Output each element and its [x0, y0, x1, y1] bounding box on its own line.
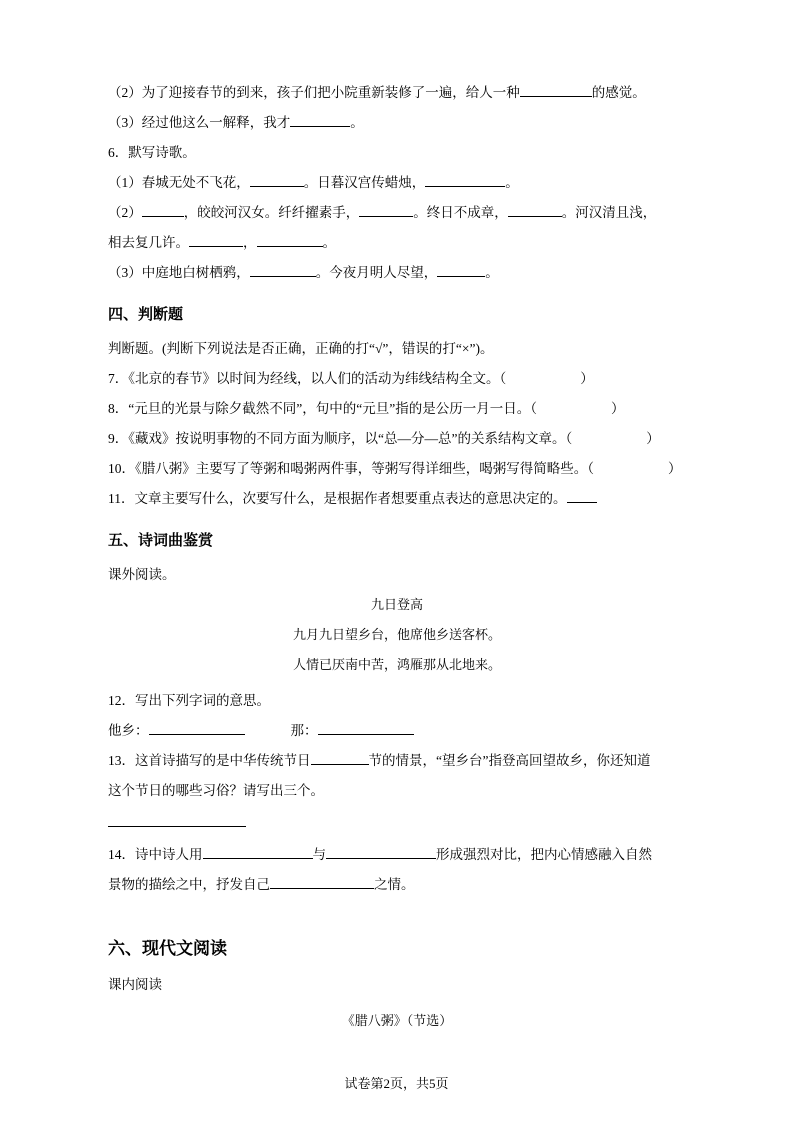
question-text-mid: ，皎皎河汉女。纤纤擢素手，	[183, 205, 360, 220]
judgement-question-8	[108, 394, 686, 424]
page-footer: 试卷第2页，共5页	[344, 1076, 449, 1091]
question-text: （2）	[108, 205, 142, 220]
question-text-tail: 。	[505, 175, 519, 190]
question-text: “元旦的光景与除夕截然不同”，句中的“元旦”指的是公历一月一日。（	[128, 401, 537, 416]
answer-blank[interactable]	[425, 186, 505, 187]
question-14-line2	[108, 870, 686, 900]
reading-passage-title: 《腊八粥》（节选）	[341, 1013, 453, 1028]
judgement-question-11	[108, 484, 686, 514]
question-text: （3）经过他这么一解释，我才	[108, 115, 291, 130]
answer-blank[interactable]	[567, 502, 597, 503]
question-text-tail: 之情。	[374, 877, 415, 892]
question-text: 景物的描绘之中，抒发自己	[108, 877, 270, 892]
answer-blank[interactable]	[250, 276, 316, 277]
question-14-line1	[108, 840, 686, 870]
answer-blank[interactable]	[311, 764, 369, 765]
answer-blank[interactable]	[250, 186, 304, 187]
answer-blank[interactable]	[508, 216, 562, 217]
section6-intro: 课内阅读	[108, 977, 162, 992]
answer-blank[interactable]	[149, 734, 245, 735]
question-text-tail: ）	[668, 461, 682, 476]
term-label-1: 他乡：	[108, 723, 149, 738]
question-text-tail: 。河汉清且浅，	[561, 205, 657, 220]
question-text: 《北京的春节》以时间为经线，以人们的活动为纬线结构全文。（	[128, 371, 507, 386]
question-text-mid: 。日暮汉宫传蜡烛，	[303, 175, 426, 190]
poem-line: 人情已厌南中苦，鸿雁那从北地来。	[292, 657, 501, 672]
question-number: 8．	[108, 401, 129, 416]
question-number: 7．	[108, 371, 129, 386]
page-content	[108, 78, 686, 1036]
question-number: 10．	[108, 461, 135, 476]
question-text: 6．默写诗歌。	[108, 145, 196, 160]
answer-blank[interactable]	[520, 96, 592, 97]
question-item	[108, 168, 686, 198]
section5-intro: 课外阅读。	[108, 567, 176, 582]
question-text-tail: 。	[322, 235, 336, 250]
question-text: （2）为了迎接春节的到来，孩子们把小院重新装修了一遍，给人一种	[108, 85, 520, 100]
question-12-answers	[108, 716, 686, 746]
answer-blank[interactable]	[203, 858, 313, 859]
section-heading-4: 四、判断题	[108, 306, 184, 323]
judgement-question-10	[108, 454, 686, 484]
question-text-tail: 形成强烈对比，把内心情感融入自然	[436, 847, 652, 862]
question-13-line1	[108, 746, 686, 776]
section-heading-6: 六、现代文阅读	[108, 939, 227, 958]
answer-blank[interactable]	[270, 888, 374, 889]
question-number: 9．	[108, 431, 129, 446]
spacer	[108, 900, 686, 920]
question-text: 相去复几许。	[108, 235, 189, 250]
question-text-tail: ）	[646, 431, 660, 446]
question-text-tail: 的感觉。	[591, 85, 646, 100]
question-text: （3）中庭地白树栖鸦，	[108, 265, 250, 280]
question-item	[108, 228, 686, 258]
poem-title: 九日登高	[370, 597, 423, 612]
question-12: 12．写出下列字词的意思。	[108, 693, 270, 708]
judgement-question-7	[108, 364, 686, 394]
answer-blank[interactable]	[189, 246, 243, 247]
question-item	[108, 258, 686, 288]
question-item	[108, 198, 686, 228]
question-text-mid: 与	[312, 847, 326, 862]
question-text: 《腊八粥》主要写了等粥和喝粥两件事，等粥写得详细些，喝粥写得简略些。（	[135, 461, 594, 476]
answer-blank[interactable]	[359, 216, 413, 217]
question-text: 14．诗中诗人用	[108, 847, 203, 862]
answer-blank[interactable]	[318, 734, 414, 735]
question-text-tail: ）	[580, 371, 594, 386]
question-13-line2: 这个节日的哪些习俗？请写出三个。	[108, 783, 324, 798]
answer-blank[interactable]	[142, 216, 184, 217]
question-text-mid: 。今夜月明人尽望，	[315, 265, 438, 280]
question-text: （1）春城无处不飞花，	[108, 175, 250, 190]
question-text-tail: 节的情景，“望乡台”指登高回望故乡，你还知道	[368, 753, 651, 768]
question-item	[108, 108, 686, 138]
term-label-2: 那：	[290, 723, 318, 738]
question-text-tail: ）	[610, 401, 625, 416]
question-text-mid2: 。终日不成章，	[413, 205, 508, 220]
poem-line: 九月九日望乡台，他席他乡送客杯。	[292, 627, 501, 642]
question-13-answer-line	[108, 806, 686, 840]
question-6	[108, 138, 686, 168]
question-text: 13．这首诗描写的是中华传统节日	[108, 753, 311, 768]
question-number: 11．	[108, 491, 135, 506]
answer-blank[interactable]	[108, 826, 246, 827]
question-text: 文章主要写什么，次要写什么，是根据作者想要重点表达的意思决定的。	[134, 491, 567, 506]
section4-intro: 判断题。(判断下列说法是否正确，正确的打“√”，错误的打“×”)。	[108, 341, 494, 356]
question-text-tail: 。	[350, 115, 364, 130]
section-heading-5: 五、诗词曲鉴赏	[108, 532, 214, 549]
question-text-tail: 。	[485, 265, 499, 280]
judgement-question-9	[108, 424, 686, 454]
answer-blank[interactable]	[437, 276, 485, 277]
question-text: 《藏戏》按说明事物的不同方面为顺序，以“总—分—总”的关系结构文章。（	[128, 431, 573, 446]
question-text-mid: ，	[243, 235, 257, 250]
answer-blank[interactable]	[326, 858, 436, 859]
answer-blank[interactable]	[257, 246, 323, 247]
answer-blank[interactable]	[290, 126, 350, 127]
question-item	[108, 78, 686, 108]
